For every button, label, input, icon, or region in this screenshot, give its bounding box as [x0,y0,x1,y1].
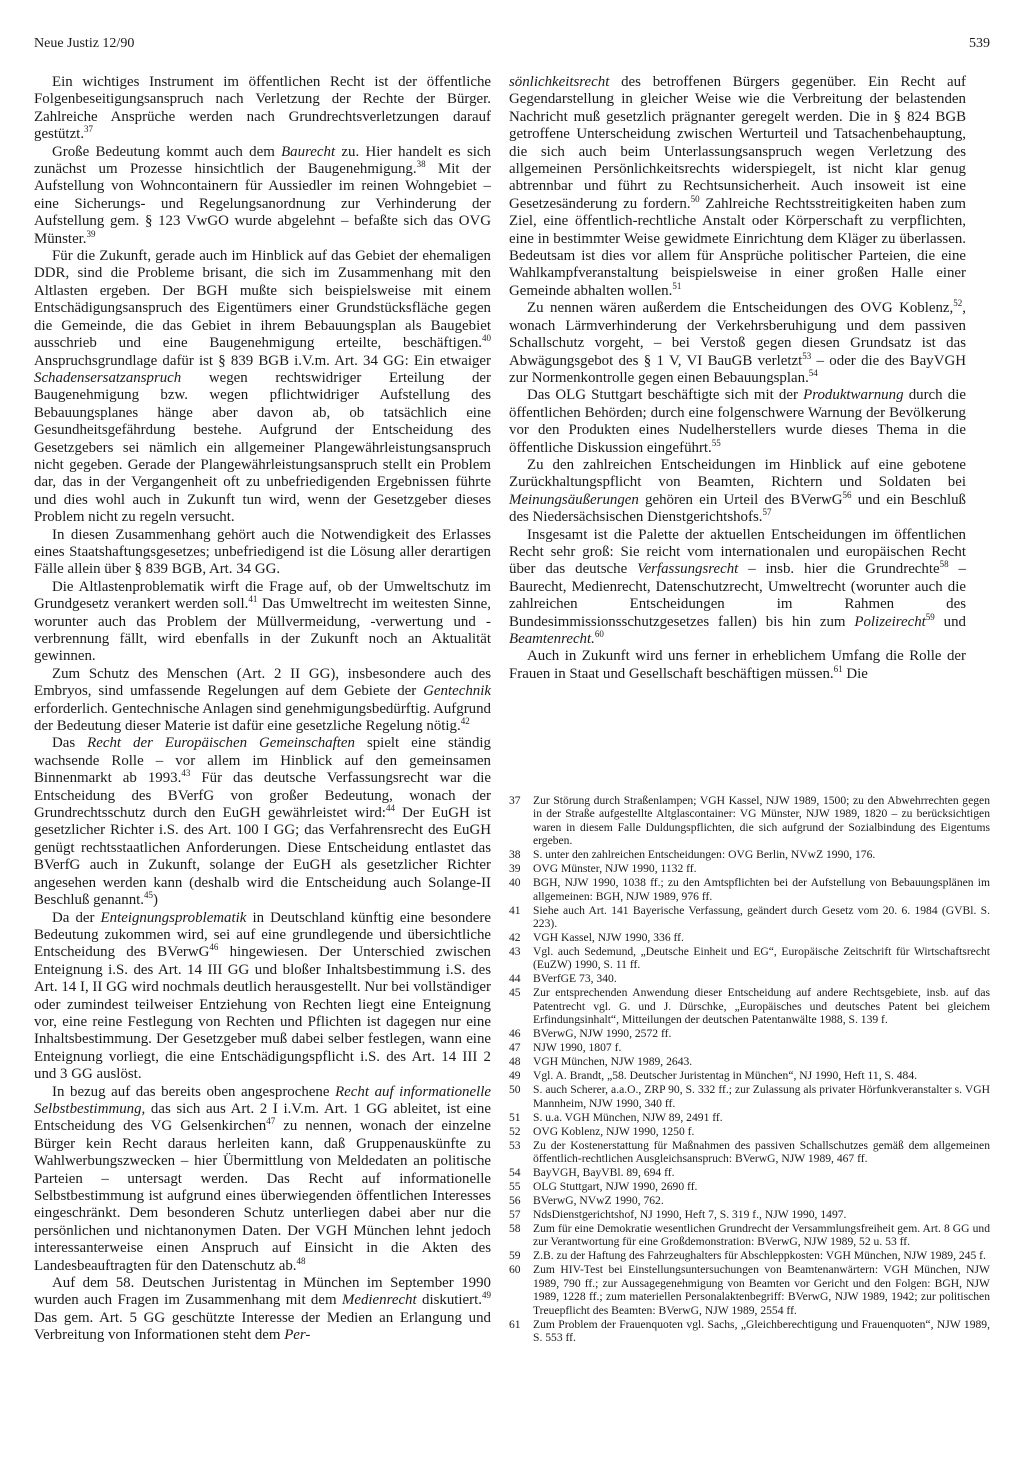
footnote-ref: 37 [84,124,94,135]
paragraph [34,527,491,579]
paragraph [34,74,491,144]
footnote [509,1208,990,1221]
text-run: – Baurecht, Medienrecht, Datenschutzrecht, Umweltrecht (worunter auch die zahlreichen Entscheidungen im Rahmen des Bundesimmissionsschutzgesetzes fallen) bis hin zum [509,561,966,630]
footnote [509,1166,990,1179]
text-run: Zu nennen wären außerdem die Entscheidungen des OVG Koblenz, [527,300,954,317]
footnote-text: Vgl. auch Sedemund, „Deutsche Einheit und EG“, Europäische Zeitschrift für Wirtschaftsrecht (EuZW) 1990, S. 11 ff. [533,945,990,972]
footnote-ref: 57 [762,507,772,518]
paragraph [509,527,966,649]
footnote [509,1027,990,1040]
footnote-number: 43 [509,945,521,959]
footnote-ref: 46 [209,942,219,953]
emphasis: Recht der Europäischen Gemeinschaften [87,735,355,752]
footnote-ref: 58 [939,559,949,570]
footnote-number: 37 [509,794,521,807]
text-run: , wonach Lärmverhinderung der Verkehrsberuhigung und dem passiven Schallschutz vorgeht, – bei Verstoß gegen diesen Grundsatz ist das Abwägungsgebot des § 1 V, VI BauGB verletzt [509,300,966,369]
footnote-ref: 39 [86,228,96,239]
text-run: diskutiert. [422,1292,482,1309]
footnote-text: OVG Münster, NJW 1990, 1132 ff. [533,862,697,876]
paragraph [34,910,491,1084]
footnote-text: VGH München, NJW 1989, 2643. [533,1055,693,1069]
right-column [509,74,966,683]
journal-title: Neue Justiz 12/90 [34,36,135,51]
footnote [509,904,990,931]
text-run: in Deutschland künftig eine besondere Bedeutung zukommen wird, sei auf eine grundlegende und übersichtliche Entscheidung des BVerwG [34,909,491,961]
text-run: des betroffenen Bürgers gegenüber. Ein Recht auf Gegendarstellung in gleicher Weise wie die Verbreitung der belastenden Nachricht muß gesetzlich prägnanter geregelt werden. Die in § 824 BGB getroffene Unterscheidung zwischen Werturteil und Tatsachenbehauptung, die sich auch beim Unterlassungsanspruch wegen Verletzung des allgemeinen Persönlichkeitsrechts widerspiegelt, ist nicht klar genug abtrennbar und führt zu Rechtsunsicherheit. Auch insoweit ist eine Gesetzesänderung zu fordern. [509,74,966,212]
text-run: In diesen Zusammenhang gehört auch die Notwendigkeit des Erlasses eines Staatshaftungsgesetzes; unbefriedigend ist die Lösung aller derartigen Fälle allein über § 839 BGB, Art. 34 GG. [34,526,491,578]
emphasis: Enteignungsproblematik [100,909,247,926]
footnote [509,1125,990,1138]
text-run: Da der [52,909,95,926]
text-run: Große Bedeutung kommt auch dem [52,143,275,160]
footnote-ref: 45 [144,890,154,901]
paragraph [509,300,966,387]
footnote-number: 59 [509,1249,521,1263]
footnote-text: Zur Störung durch Straßenlampen; VGH Kassel, NJW 1989, 1500; zu den Abwehrrechten gegen in der Straße aufgestellte Altglascontainer: VG Münster, NJW 1989, 1820 – zu berücksichtigen waren in diesem Falle Duldungspflichten, die sich aufgrund der Sozialbindung des Eigentums ergeben. [533,794,990,848]
footnote-ref: 53 [802,350,812,361]
page-header [34,36,990,58]
footnote-ref: 56 [842,489,852,500]
footnote-number: 48 [509,1055,521,1069]
footnote-ref: 54 [808,367,818,378]
footnote-text: OVG Koblenz, NJW 1990, 1250 f. [533,1124,695,1138]
footnote-ref: 55 [711,437,721,448]
emphasis: Medienrecht [341,1292,417,1309]
footnote-text: BVerwG, NJW 1990, 2572 ff. [533,1027,672,1041]
text-run: Das [52,735,76,752]
paragraph [509,74,966,300]
footnote-number: 38 [509,848,521,862]
emphasis: Per- [284,1327,311,1344]
footnote-text: Zum HIV-Test bei Einstellungsuntersuchungen von Beamtenanwärtern: VGH München, NJW 1989, 790 ff.; zur Aussagegenehmigung von Beamten vor Gericht und den Folgen: BGH, NJW 1989, 1228 ff.; zum materiellen Personalaktenbegriff: BVerwG, NJW 1989, 1942; zur politischen Treuepflicht des Beamten: BVerwG, NJW 1989, 2554 ff. [533,1263,990,1317]
footnote-number: 56 [509,1194,521,1208]
emphasis: Beamtenrecht. [509,631,595,647]
footnote-number: 40 [509,876,521,890]
footnote-text: BayVGH, BayVBl. 89, 694 ff. [533,1166,675,1180]
footnote-ref: 38 [416,159,426,170]
footnote [509,1222,990,1249]
footnote-text: S. auch Scherer, a.a.O., ZRP 90, S. 332 ff.; zur Zulassung als privater Hörfunkveranstalter s. VGH Mannheim, NJW 1990, 340 ff. [533,1083,990,1110]
footnote [509,1069,990,1082]
emphasis: Meinungsäußerungen [509,491,639,508]
paragraph [34,248,491,527]
footnotes [509,794,990,1345]
text-run: – insb. hier die Grundrechte [748,561,940,578]
footnote-ref: 50 [690,193,700,204]
footnote-number: 55 [509,1180,521,1194]
footnote-text: OLG Stuttgart, NJW 1990, 2690 ff. [533,1180,698,1194]
emphasis: Gentechnik [423,683,491,700]
footnote [509,1249,990,1262]
text-run: Das gem. Art. 5 GG geschützte Interesse der Medien an Erlangung und Verbreitung von Informationen steht dem [34,1309,491,1344]
footnote [509,1041,990,1054]
footnote-number: 54 [509,1166,521,1180]
footnote-text: Zur entsprechenden Anwendung dieser Entscheidung auf andere Rechtsgebiete, insb. auf das Patentrecht vgl. G. und J. Dürschke, „Europäisches und deutsches Patent bei gleichem Erfindungsinhalt“, Mitteilungen der deutschen Patentanwälte 1988, S. 139 f. [533,986,990,1027]
footnote-number: 49 [509,1069,521,1083]
text-run: Die Altlastenproblematik wirft die Frage auf, ob der Umweltschutz im Grundgesetz verankert werden soll. [34,578,491,613]
text-run: Auf dem 58. Deutschen Juristentag in München im September 1990 wurden auch Fragen im Zusammenhang mit dem [34,1275,491,1309]
footnote-ref: 47 [266,1116,276,1127]
footnote-text: BVerfGE 73, 340. [533,972,617,986]
text-run: gehören ein Urteil des BVerwG [645,491,843,508]
text-run: hingewiesen. Der Unterschied zwischen Enteignung i.S. des Art. 14 III GG und bloßer Inhaltsbestimmung i.S. des Art. 14 I, II GG wird nochmals deutlich herausgestellt. Nur bei vollständiger oder zumindest teilweiser Entziehung von Rechten liegt eine Enteignung vor, eine reine Festlegung von Rechten und Pflichten ist dagegen nur eine Inhaltsbestimmung. Der Gesetzgeber muß dabei selber festlegen, wann eine Enteignung vorliegt, die eine Entschädigungspflicht i.S. des Art. 14 III 2 und 3 GG auslöst. [34,944,491,1083]
footnote-ref: 42 [460,716,470,727]
text-run: Für das deutsche Verfassungsrecht war die Entscheidung des BVerfG von großer Bedeutung, wonach der Grundrechtsschutz durch den EuGH gewährleistet wird: [34,770,491,822]
footnote [509,986,990,1026]
footnote-text: VGH Kassel, NJW 1990, 336 ff. [533,931,684,945]
footnote [509,1180,990,1193]
text-run: ) [153,892,158,909]
footnote-ref: 40 [482,333,491,344]
footnote-ref: 41 [248,594,258,605]
footnote-text: S. unter den zahlreichen Entscheidungen: OVG Berlin, NVwZ 1990, 176. [533,848,876,862]
text-run: wegen rechtswidriger Erteilung der Baugenehmigung bzw. wegen pflichtwidriger Aufstellung des Bebauungsplanes hänge aber davon ab, ob tatsächlich eine Gesundheitsgefährdung bestehe. Aufgrund der Entscheidung des Gesetzgebers sei nämlich ein allgemeiner Plangewährleistungsanspruch nicht gegeben. Gerade der Plangewährleistungsanspruch stellt ein Problem dar, das in der Vergangenheit oft zu unbefriedigenden Ergebnissen führte und dies wohl auch in Zukunft tun wird, wenn der Gesetzgeber dieses Problem nicht zu regeln versucht. [34,369,491,526]
text-run: Das Umweltrecht im weitesten Sinne, worunter auch das Problem der Müllvermeidung, -verwertung und -verbrennung fällt, wird ebenfalls in der Zukunft noch an Aktualität gewinnen. [34,596,491,665]
footnote-text: S. u.a. VGH München, NJW 89, 2491 ff. [533,1110,723,1124]
left-column [34,74,491,1345]
footnote-text: Siehe auch Art. 141 Bayerische Verfassung, geändert durch Gesetz vom 20. 6. 1984 (GVBl. S. 223). [533,903,990,931]
text-run: Mit der Aufstellung von Wohncontainern für Aussiedler im reinen Wohngebiet – eine Sicherungs- und Regelungsanordnung zur Verhinderung der Aufstellung gem. § 123 VwGO wurde abgelehnt – befaßte sich das OVG Münster. [34,161,491,247]
emphasis: Recht auf informationelle Selbstbestimmung, [34,1083,491,1117]
footnote-text: Zum für eine Demokratie wesentlichen Grundrecht der Versammlungsfreiheit gem. Art. 8 GG und zur Verantwortung für eine Großdemonstration: BVerwG, NJW 1989, 52 u. 53 ff. [533,1222,990,1249]
emphasis: Polizeirecht [854,613,926,630]
footnote [509,945,990,972]
footnote [509,1194,990,1207]
paragraph [509,457,966,527]
footnote-number: 39 [509,862,521,876]
text-run: zu. Hier handelt es sich zunächst um Prozesse hinsichtlich der Baugenehmigung. [34,143,491,178]
footnote-number: 41 [509,903,521,917]
text-run: Anspruchsgrundlage dafür ist § 839 BGB i.V.m. Art. 34 GG: Ein etwaiger [34,352,491,369]
emphasis: Verfassungsrecht [637,561,739,578]
paragraph [34,735,491,909]
footnote-number: 47 [509,1041,521,1055]
footnote [509,1083,990,1110]
footnote-text: Zum Problem der Frauenquoten vgl. Sachs, „Gleichberechtigung und Frauenquoten“, NJW 1989, S. 553 ff. [533,1317,990,1345]
footnote-number: 51 [509,1110,521,1124]
footnote-ref: 61 [833,663,843,674]
text-run: Die [846,665,868,682]
paragraph [34,666,491,736]
footnote [509,876,990,903]
page-number: 539 [969,36,990,51]
paragraph [34,1084,491,1275]
footnote [509,1318,990,1345]
text-run: Zu den zahlreichen Entscheidungen im Hinblick auf eine gebotene Zurückhaltungspflicht von Beamten, Richtern und Soldaten bei [509,456,966,491]
footnote-number: 42 [509,931,521,945]
footnote-number: 60 [509,1263,521,1277]
footnote-text: Z.B. zu der Haftung des Fahrzeughalters für Abschleppkosten: VGH München, NJW 1989, 245 f. [533,1249,986,1263]
footnote [509,848,990,861]
emphasis: Baurecht [281,143,336,160]
text-run: das sich aus Art. 2 I i.V.m. Art. 1 GG ableitet, ist eine Entscheidung des VG Gelsenkirchen [34,1100,491,1135]
footnote-number: 44 [509,972,521,986]
footnote-number: 57 [509,1208,521,1222]
paragraph [34,1275,491,1345]
footnote-ref: 43 [181,768,191,779]
footnote-ref: 59 [925,611,935,622]
text-run: – oder die des BayVGH zur Normenkontrolle gegen einen Bebauungsplan. [509,352,966,386]
text-run: In bezug auf das bereits oben angesprochene [52,1083,330,1100]
text-run: und [943,613,966,630]
emphasis: Produktwarnung [803,387,904,404]
emphasis: sönlichkeitsrecht [509,74,610,90]
footnote-text: BGH, NJW 1990, 1038 ff.; zu den Amtspflichten bei der Aufstellung von Bebauungsplänen im allgemeinen: BGH, NJW 1989, 976 ff. [533,876,990,903]
emphasis: Schadensersatzanspruch [34,369,182,386]
footnote-ref: 51 [672,280,682,291]
paragraph [509,648,966,683]
footnote-text: Vgl. A. Brandt, „58. Deutscher Juristentag in München“, NJ 1990, Heft 11, S. 484. [533,1069,918,1083]
text-run: Das OLG Stuttgart beschäftigte sich mit der [527,387,798,404]
footnote [509,794,990,848]
footnote-ref: 48 [296,1255,306,1266]
text-run: Der EuGH ist gesetzlicher Richter i.S. des Art. 100 I GG; das Verfahrensrecht des EuGH genügt rechtsstaatlichen Anforderungen. Diese Entscheidung entlastet das BVerfG auch in Zukunft, solange der EuGH als gesetzlicher Richter angesehen werden kann (deshalb wird die Entscheidung auch Solange-II Beschluß genannt. [34,805,491,909]
footnote-number: 46 [509,1027,521,1041]
text-run: Zahlreiche Rechtsstreitigkeiten haben zum Ziel, eine öffentlich-rechtliche Anstalt oder Körperschaft zu verpflichten, eine in bestimmter Weise gewidmete Einrichtung dem Kläger zu überlassen. Bedeutsam ist dies vor allem für Ansprüche politischer Parteien, die eine Wahlkampfveranstaltung beispielsweise in einer großen Halle einer Gemeinde abhalten wollen. [509,195,966,299]
footnote-ref: 44 [385,803,395,814]
footnote [509,931,990,944]
paragraph [34,144,491,248]
footnote [509,1111,990,1124]
footnote-number: 61 [509,1317,521,1331]
text-run: Zum Schutz des Menschen (Art. 2 II GG), insbesondere auch des Embryos, sind umfassende Regelungen auf dem Gebiete der [34,665,491,700]
footnote-text: Zu der Kostenerstattung für Maßnahmen des passiven Schallschutzes gemäß dem allgemeinen öffentlich-rechtlichen Ausgleichsanspruch: BVerwG, NJW 1989, 467 ff. [533,1138,990,1166]
footnote [509,1055,990,1068]
footnote [509,972,990,985]
footnote-number: 53 [509,1138,521,1152]
footnote [509,1263,990,1317]
footnote [509,1139,990,1166]
footnote-ref: 49 [481,1290,491,1301]
footnote-number: 52 [509,1124,521,1138]
text-run: Insgesamt ist die Palette der aktuellen Entscheidungen im öffentlichen Recht sehr groß: Sie reicht vom internationalen und europäischen Recht über das deutsche [509,526,966,578]
paragraph [509,387,966,457]
text-run: Für die Zukunft, gerade auch im Hinblick auf das Gebiet der ehemaligen DDR, sind die Probleme brisant, die sich im Zusammenhang mit den Altlasten ergeben. Der BGH mußte sich beispielsweise mit einem Entschädigungsanspruch des Eigentümers einer Grundstücksfläche gegen die Gemeinde, die das Gebiet in ihrem Bebauungsplan als Baugebiet ausschrieb und eine Baugenehmigung erteilte, beschäftigen. [34,248,491,352]
footnote-ref: 60 [594,629,604,640]
footnote-text: BVerwG, NVwZ 1990, 762. [533,1194,664,1208]
text-run: und ein Beschluß des Niedersächsischen Dienstgerichtshofs. [509,491,966,526]
footnote [509,862,990,875]
text-run: Auch in Zukunft wird uns ferner in erheblichem Umfang die Rolle der Frauen in Staat und Gesellschaft beschäftigen müssen. [509,648,966,682]
text-run: erforderlich. Gentechnische Anlagen sind genehmigungsbedürftig. Aufgrund der Bedeutung dieser Materie ist dafür eine gesetzliche Regelung nötig. [34,700,491,735]
text-run: zu nennen, wonach der einzelne Bürger kein Recht daraus herleiten kann, daß Gruppenauskünfte zu Wahlwerbungszwecken – hier Übermittlung von Meldedaten an politische Parteien – untersagt werden. Das Recht auf informationelle Selbstbestimmung ist aufgrund eines überwiegenden öffentlichen Interesses eingeschränkt. Dem besonderen Schutz unterliegen dabei aber nur die persönlichen und nichtanonymen Daten. Der VGH München lehnt jedoch interessanterweise einen Anspruch auf Einsicht in die Akten des Landesbeauftragten für den Datenschutz ab. [34,1118,492,1274]
footnote-number: 50 [509,1083,521,1097]
footnote-text: NdsDienstgerichtshof, NJ 1990, Heft 7, S. 319 f., NJW 1990, 1497. [533,1208,847,1222]
paragraph [34,579,491,666]
text-run: spielt eine ständig wachsende Rolle – vor allem im Hinblick auf den gemeinsamen Binnenmarkt ab 1993. [34,735,491,787]
footnote-number: 58 [509,1222,521,1236]
footnote-text: NJW 1990, 1807 f. [533,1041,622,1055]
footnote-ref: 52 [953,298,963,309]
footnote-number: 45 [509,986,521,1000]
text-run: durch die öffentlichen Behörden; durch eine folgenschwere Warnung der Bevölkerung vor den Produkten eines Nudelherstellers wurde dieses Thema in die öffentliche Diskussion eingeführt. [509,387,966,456]
text-run: Ein wichtiges Instrument im öffentlichen Recht ist der öffentliche Folgenbeseitigungsanspruch nach Verletzung der Rechte der Bürger. Zahlreiche Ansprüche werden nach Grundrechtsverletzungen darauf gestützt. [34,74,491,143]
